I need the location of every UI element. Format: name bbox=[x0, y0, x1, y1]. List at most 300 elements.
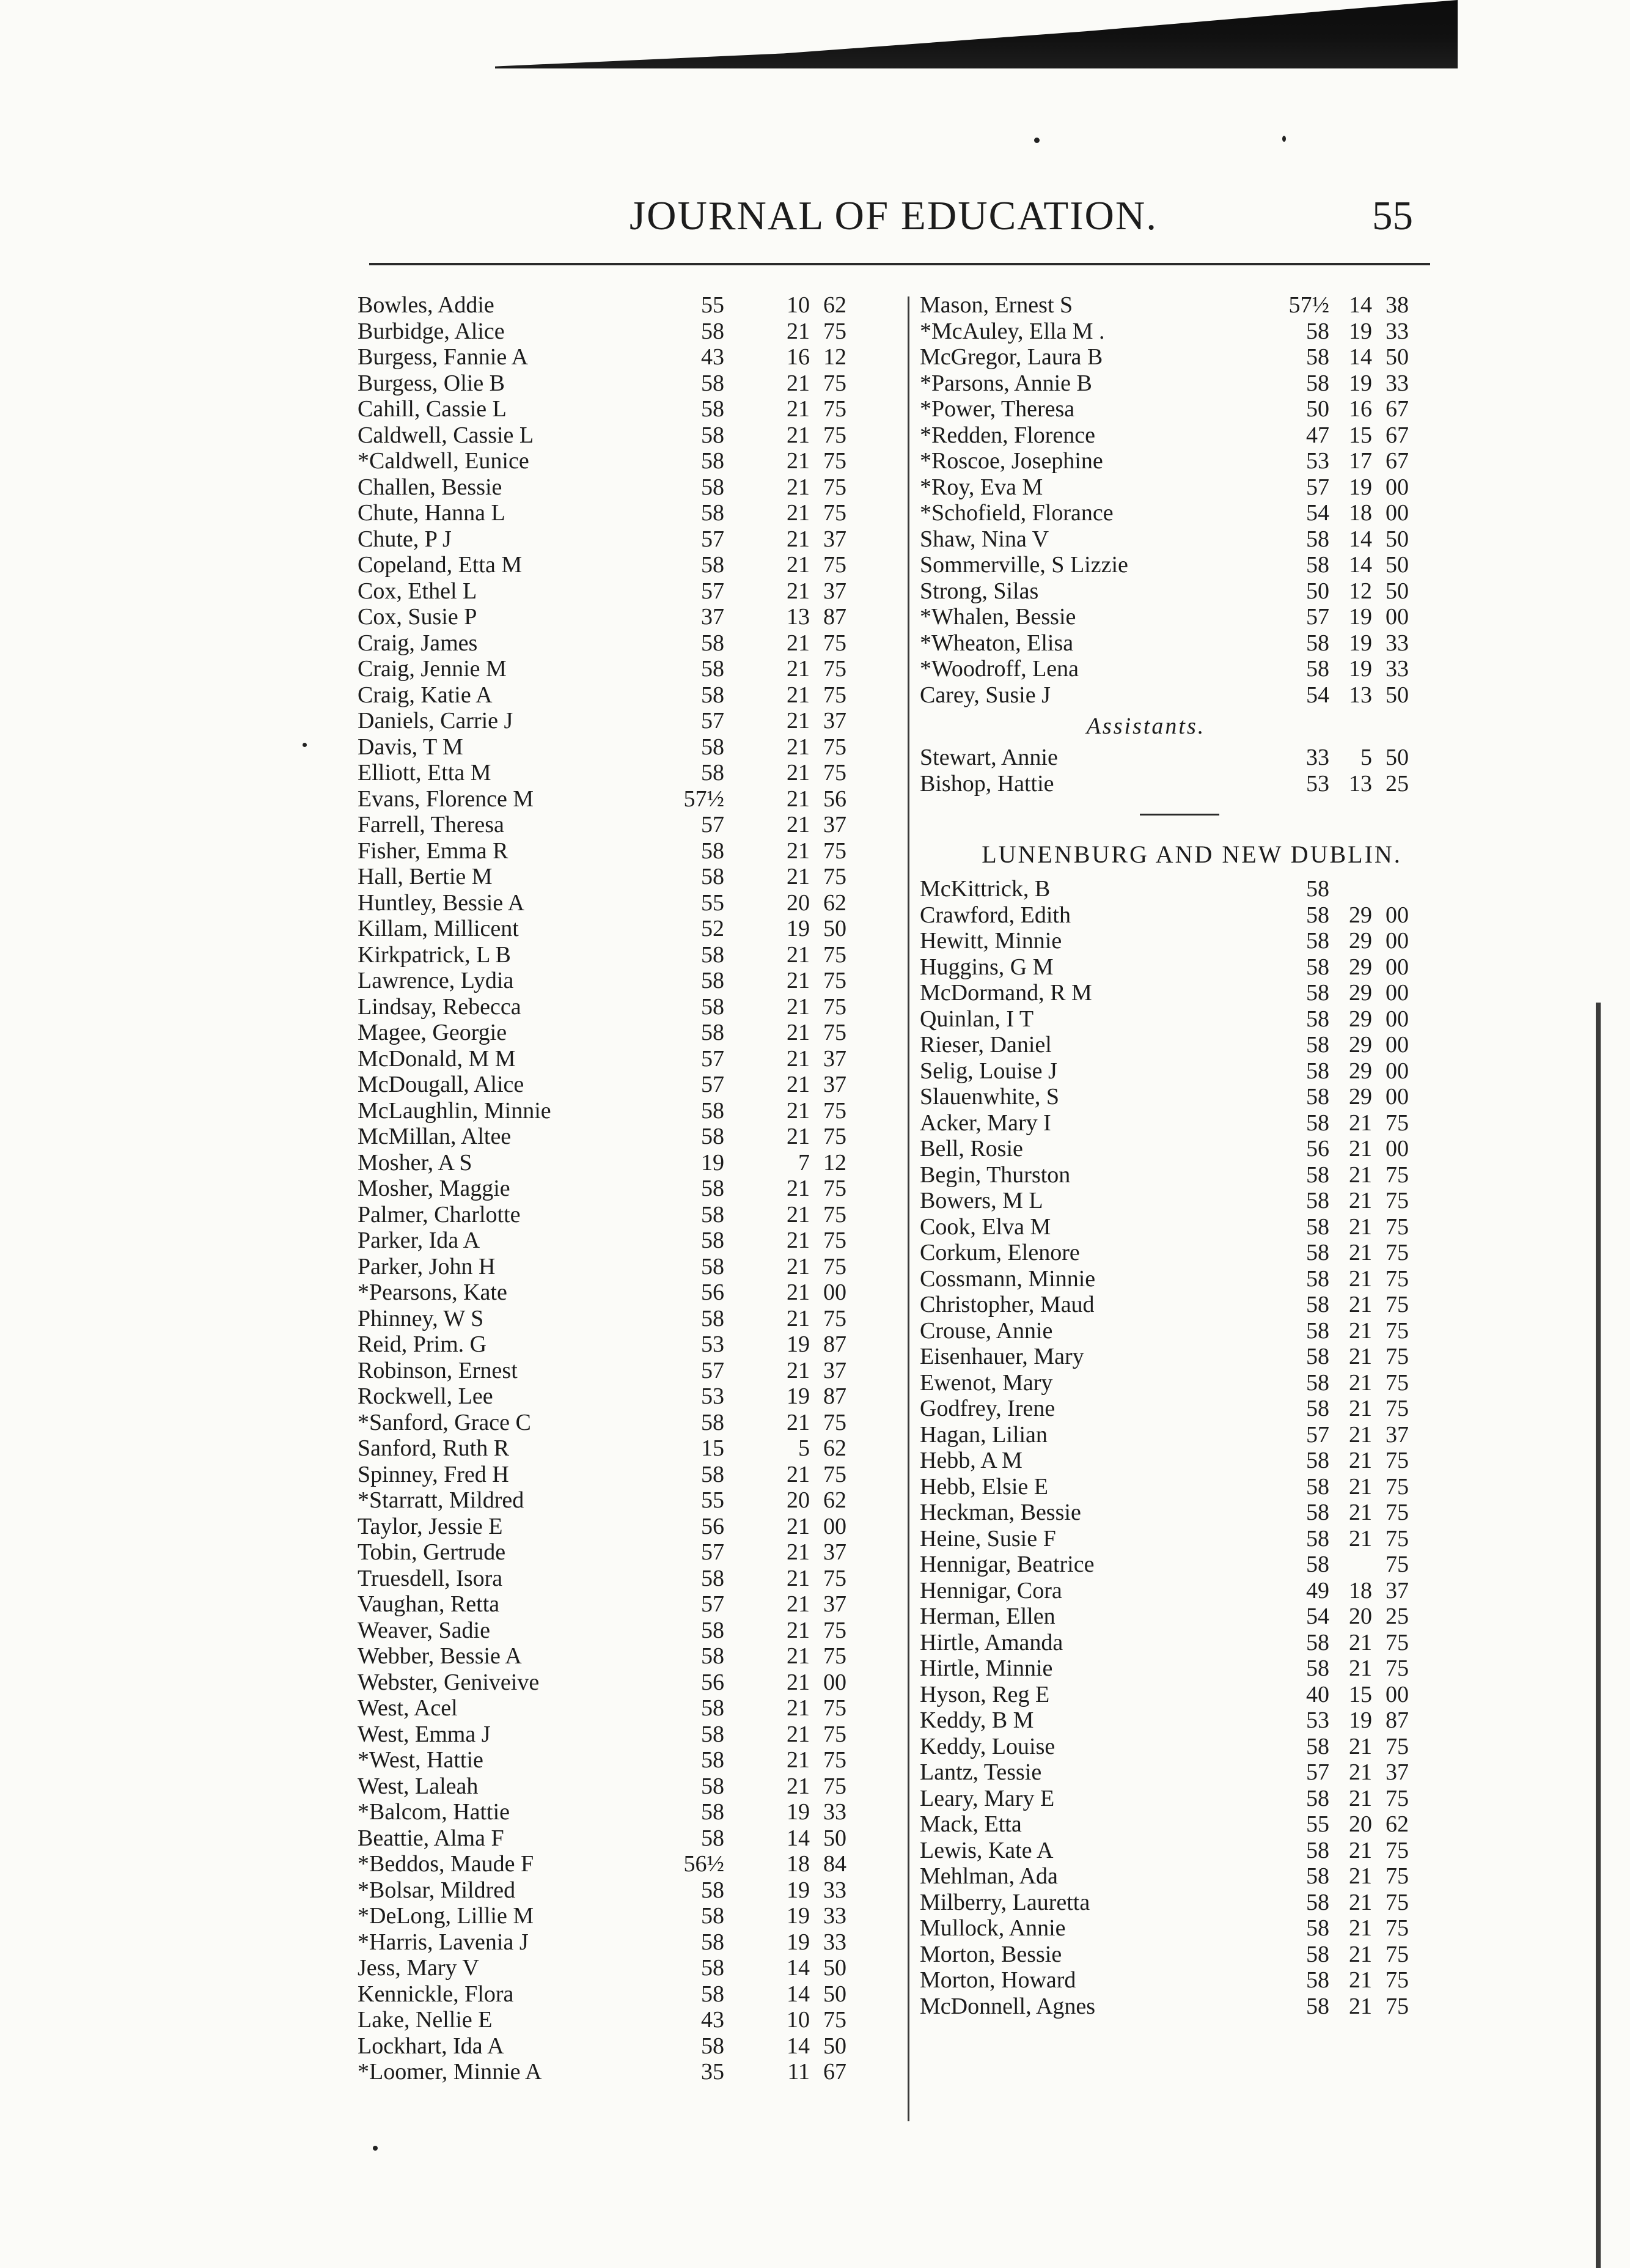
entry-cents-text: 75 bbox=[823, 838, 846, 864]
table-row bbox=[920, 1707, 1464, 1734]
table-row bbox=[358, 994, 901, 1020]
entry-attendance-text: 53 bbox=[1306, 770, 1329, 797]
entry-name bbox=[920, 1682, 1049, 1708]
entry-name-text: Hall, Bertie M bbox=[358, 864, 493, 889]
entry-attendance-text: 55 bbox=[1306, 1811, 1329, 1837]
entry-dollars-text: 21 bbox=[1349, 1213, 1372, 1240]
entry-name bbox=[358, 552, 522, 578]
entry-name bbox=[358, 1721, 491, 1748]
entry-name bbox=[920, 292, 1073, 318]
table-row bbox=[920, 396, 1464, 422]
entry-attendance-text: 58 bbox=[1306, 1317, 1329, 1344]
entry-attendance-text: 58 bbox=[1306, 370, 1329, 396]
entry-cents-text: 84 bbox=[823, 1851, 846, 1877]
entry-attendance-text: 58 bbox=[701, 1903, 724, 1929]
entry-name bbox=[920, 1344, 1084, 1370]
entry-dollars-text: 21 bbox=[1349, 1162, 1372, 1188]
table-row bbox=[920, 474, 1464, 501]
table-row bbox=[358, 1903, 901, 1929]
entry-dollars-text: 18 bbox=[1349, 500, 1372, 526]
entry-dollars-text: 21 bbox=[787, 1695, 810, 1721]
entry-attendance-text: 57 bbox=[701, 578, 724, 604]
entry-dollars-text: 21 bbox=[787, 500, 810, 526]
entry-cents-text: 50 bbox=[823, 1955, 846, 1981]
table-row bbox=[920, 1162, 1464, 1188]
entry-name-text: Copeland, Etta M bbox=[358, 552, 523, 578]
entry-name-text: Godfrey, Irene bbox=[920, 1396, 1055, 1421]
entry-name bbox=[920, 1006, 1033, 1033]
entry-name bbox=[920, 1552, 1094, 1578]
entry-cents-text: 50 bbox=[1386, 745, 1409, 770]
entry-dollars-text: 29 bbox=[1349, 1006, 1372, 1032]
entry-name bbox=[920, 1292, 1095, 1318]
entry-cents-text: 75 bbox=[1386, 1941, 1409, 1967]
entry-name bbox=[920, 745, 1058, 771]
entry-name bbox=[920, 500, 1114, 526]
entry-cents-text: 75 bbox=[823, 1253, 846, 1279]
table-row bbox=[920, 1682, 1464, 1708]
table-row bbox=[358, 760, 901, 786]
table-row bbox=[358, 1981, 901, 2008]
entry-attendance-text: 58 bbox=[1306, 1525, 1329, 1552]
entry-attendance-text: 53 bbox=[701, 1383, 724, 1409]
entry-name-text: Bell, Rosie bbox=[920, 1136, 1023, 1162]
entry-name-text: Weaver, Sadie bbox=[358, 1617, 490, 1643]
table-row bbox=[358, 1383, 901, 1410]
header-rule bbox=[369, 263, 1430, 265]
entry-name-text: McDormand, R M bbox=[920, 980, 1092, 1006]
entry-cents-text: 67 bbox=[1386, 396, 1409, 422]
entry-attendance-text: 58 bbox=[1306, 344, 1329, 370]
entry-cents-text: 56 bbox=[823, 786, 846, 812]
table-row bbox=[358, 1410, 901, 1436]
entry-name-text: Sommerville, S Lizzie bbox=[920, 552, 1128, 578]
table-row bbox=[358, 2007, 901, 2033]
table-row bbox=[920, 1344, 1464, 1370]
entry-attendance-text: 58 bbox=[701, 1176, 724, 1201]
entry-dollars-text: 13 bbox=[1349, 770, 1372, 797]
entry-name-text: Acker, Mary I bbox=[920, 1110, 1051, 1136]
table-row bbox=[358, 1955, 901, 1981]
entry-dollars-text: 14 bbox=[1349, 552, 1372, 578]
entry-attendance-text: 58 bbox=[701, 1747, 724, 1773]
entry-name bbox=[358, 1046, 516, 1072]
entry-name-text: Keddy, B M bbox=[920, 1707, 1034, 1733]
entry-name-text: Daniels, Carrie J bbox=[358, 708, 513, 734]
entry-attendance-text: 19 bbox=[701, 1149, 724, 1176]
entry-name-text: Mosher, A S bbox=[358, 1149, 472, 1176]
entry-name-text: Begin, Thurston bbox=[920, 1162, 1071, 1188]
entry-name-text: Parker, Ida A bbox=[358, 1228, 480, 1253]
entry-attendance-text: 58 bbox=[1306, 1785, 1329, 1811]
entry-attendance-text: 58 bbox=[701, 1955, 724, 1981]
entry-name-text: Hebb, Elsie E bbox=[920, 1473, 1049, 1500]
table-row bbox=[358, 734, 901, 760]
entry-dollars-text: 21 bbox=[1349, 1837, 1372, 1863]
table-row bbox=[920, 1838, 1464, 1864]
entry-attendance-text: 58 bbox=[1306, 1396, 1329, 1421]
entry-name-text: Jess, Mary V bbox=[358, 1955, 479, 1981]
entry-cents-text: 50 bbox=[1386, 578, 1409, 604]
entry-name-text: Burbidge, Alice bbox=[358, 318, 505, 344]
table-row bbox=[358, 864, 901, 890]
entry-name-text: Chute, P J bbox=[358, 526, 452, 552]
entry-name-text: West, Laleah bbox=[358, 1773, 479, 1799]
table-row bbox=[358, 708, 901, 734]
entry-attendance-text: 58 bbox=[701, 1877, 724, 1903]
entry-cents-text: 75 bbox=[823, 1201, 846, 1228]
entry-name bbox=[358, 1591, 499, 1618]
table-row bbox=[358, 1124, 901, 1150]
entry-name-text: Hennigar, Cora bbox=[920, 1577, 1062, 1603]
entry-dollars-text: 21 bbox=[1349, 1525, 1372, 1552]
section-heading: LUNENBURG AND NEW DUBLIN. bbox=[982, 841, 1402, 868]
entry-dollars-text: 29 bbox=[1349, 1058, 1372, 1084]
table-row bbox=[358, 1539, 901, 1566]
entry-attendance-text: 58 bbox=[1306, 1084, 1329, 1110]
table-row bbox=[358, 2059, 901, 2085]
entry-attendance-text: 57 bbox=[1306, 474, 1329, 500]
entry-name bbox=[920, 1422, 1048, 1448]
entry-dollars-text: 21 bbox=[787, 1072, 810, 1097]
lunenburg-list bbox=[920, 876, 1464, 2019]
entry-cents-text: 33 bbox=[823, 1903, 846, 1929]
entry-attendance-text: 58 bbox=[701, 1020, 724, 1045]
entry-name bbox=[920, 604, 1076, 630]
entry-name-text: Mehlman, Ada bbox=[920, 1863, 1058, 1889]
entry-name bbox=[920, 656, 1079, 682]
table-row bbox=[920, 1915, 1464, 1942]
table-row bbox=[358, 1591, 901, 1618]
entry-dollars-text: 21 bbox=[787, 1020, 810, 1045]
entry-cents-text: 33 bbox=[823, 1929, 846, 1955]
entry-dollars-text: 20 bbox=[787, 889, 810, 916]
table-row bbox=[358, 1721, 901, 1748]
entry-name-text: *Beddos, Maude F bbox=[358, 1851, 534, 1877]
entry-cents-text: 75 bbox=[1386, 1292, 1409, 1317]
entry-cents-text: 75 bbox=[823, 864, 846, 889]
entry-name bbox=[920, 1967, 1076, 1994]
entry-dollars-text: 19 bbox=[787, 1331, 810, 1357]
entry-dollars-text: 21 bbox=[1349, 1448, 1372, 1473]
entry-name bbox=[358, 1306, 483, 1332]
entry-name bbox=[358, 1435, 509, 1462]
entry-name-text: Keddy, Louise bbox=[920, 1733, 1055, 1759]
entry-cents-text: 33 bbox=[823, 1799, 846, 1825]
entry-dollars-text: 21 bbox=[787, 1357, 810, 1383]
entry-name-text: Shaw, Nina V bbox=[920, 526, 1049, 552]
entry-name-text: Cox, Ethel L bbox=[358, 578, 477, 604]
entry-attendance-text: 58 bbox=[701, 2033, 724, 2059]
entry-cents-text: 75 bbox=[823, 1747, 846, 1773]
entry-cents-text: 75 bbox=[1386, 1655, 1409, 1681]
entry-dollars-text: 21 bbox=[1349, 1889, 1372, 1915]
entry-cents-text: 75 bbox=[823, 968, 846, 993]
entry-dollars-text: 21 bbox=[787, 1305, 810, 1331]
entry-cents-text: 50 bbox=[823, 916, 846, 941]
entry-dollars-text: 21 bbox=[787, 682, 810, 708]
entry-attendance-text: 58 bbox=[1306, 1369, 1329, 1396]
entry-dollars-text: 19 bbox=[1349, 656, 1372, 682]
table-row bbox=[920, 1786, 1464, 1812]
entry-attendance-text: 56 bbox=[701, 1669, 724, 1695]
entry-cents-text: 75 bbox=[823, 474, 846, 500]
entry-attendance-text: 58 bbox=[1306, 1344, 1329, 1369]
entry-dollars-text: 21 bbox=[787, 993, 810, 1020]
entry-dollars-text: 19 bbox=[1349, 604, 1372, 630]
entry-name bbox=[920, 1863, 1058, 1890]
entry-cents-text: 00 bbox=[823, 1669, 846, 1695]
entry-attendance-text: 58 bbox=[1306, 1967, 1329, 1993]
entry-dollars-text: 21 bbox=[787, 370, 810, 396]
entry-name-text: McGregor, Laura B bbox=[920, 344, 1103, 370]
entry-cents-text: 00 bbox=[1386, 1084, 1409, 1110]
entry-name-text: Davis, T M bbox=[358, 734, 463, 760]
entry-name bbox=[920, 1526, 1056, 1552]
entry-cents-text: 75 bbox=[1386, 1552, 1409, 1577]
entry-attendance-text: 58 bbox=[1306, 1941, 1329, 1967]
entry-name bbox=[358, 448, 529, 474]
entry-cents-text: 75 bbox=[823, 993, 846, 1020]
entry-cents-text: 75 bbox=[823, 1409, 846, 1435]
table-row bbox=[358, 552, 901, 578]
entry-name-text: Spinney, Fred H bbox=[358, 1461, 509, 1487]
entry-dollars-text: 21 bbox=[1349, 1344, 1372, 1369]
entry-attendance-text: 57 bbox=[1306, 604, 1329, 630]
table-row bbox=[358, 1851, 901, 1877]
entry-attendance-text: 58 bbox=[1306, 1292, 1329, 1317]
entry-name-text: Mosher, Maggie bbox=[358, 1176, 510, 1201]
entry-attendance-text: 57½ bbox=[683, 786, 724, 812]
entry-dollars-text: 21 bbox=[787, 656, 810, 682]
entry-name bbox=[358, 916, 519, 942]
entry-cents-text: 75 bbox=[823, 682, 846, 708]
entry-cents-text: 00 bbox=[1386, 1006, 1409, 1032]
entry-name bbox=[358, 422, 534, 449]
entry-dollars-text: 21 bbox=[787, 1409, 810, 1435]
entry-attendance-text: 52 bbox=[701, 916, 724, 941]
entry-name bbox=[920, 980, 1092, 1006]
table-row bbox=[358, 916, 901, 942]
entry-attendance-text: 58 bbox=[701, 1643, 724, 1669]
entry-attendance-text: 49 bbox=[1306, 1577, 1329, 1603]
entry-name-text: Corkum, Elenore bbox=[920, 1240, 1080, 1265]
entry-cents-text: 75 bbox=[1386, 1733, 1409, 1759]
entry-attendance-text: 58 bbox=[1306, 1265, 1329, 1292]
entry-name bbox=[358, 1331, 486, 1358]
entry-name bbox=[358, 1695, 458, 1721]
entry-name bbox=[920, 1084, 1059, 1110]
entry-attendance-text: 57 bbox=[701, 526, 724, 552]
entry-attendance-text: 56 bbox=[701, 1279, 724, 1305]
journal-title: JOURNAL OF EDUCATION. bbox=[630, 193, 1158, 238]
entry-name-text: Rockwell, Lee bbox=[358, 1383, 493, 1409]
entry-dollars-text: 21 bbox=[1349, 1629, 1372, 1655]
entry-dollars-text: 21 bbox=[787, 474, 810, 500]
table-row bbox=[920, 1603, 1464, 1630]
page-header bbox=[0, 193, 1630, 248]
table-row bbox=[920, 954, 1464, 981]
table-row bbox=[920, 771, 1464, 797]
entry-cents-text: 75 bbox=[823, 448, 846, 474]
entry-name bbox=[920, 474, 1043, 501]
table-row bbox=[920, 1474, 1464, 1500]
entry-name bbox=[920, 1994, 1095, 2020]
entry-cents-text: 00 bbox=[1386, 1058, 1409, 1084]
table-row bbox=[920, 1240, 1464, 1266]
entry-name bbox=[920, 1110, 1051, 1136]
entry-cents-text: 00 bbox=[823, 1279, 846, 1305]
table-row bbox=[358, 1254, 901, 1280]
table-row bbox=[358, 1435, 901, 1462]
entry-attendance-text: 58 bbox=[701, 1773, 724, 1799]
entry-dollars-text: 21 bbox=[1349, 1136, 1372, 1162]
entry-attendance-text: 58 bbox=[701, 1201, 724, 1228]
entry-attendance-text: 58 bbox=[701, 370, 724, 396]
entry-name bbox=[920, 344, 1103, 370]
entry-name bbox=[358, 1410, 531, 1436]
table-row bbox=[358, 1799, 901, 1825]
entry-cents-text: 33 bbox=[1386, 318, 1409, 344]
entry-name-text: Lockhart, Ida A bbox=[358, 2033, 504, 2059]
entry-name-text: Cossmann, Minnie bbox=[920, 1265, 1096, 1292]
entry-attendance-text: 58 bbox=[1306, 656, 1329, 682]
entry-cents-text: 75 bbox=[823, 656, 846, 682]
entry-dollars-text: 14 bbox=[1349, 292, 1372, 318]
table-row bbox=[358, 838, 901, 864]
entry-attendance-text: 58 bbox=[701, 864, 724, 889]
entry-name bbox=[358, 1877, 515, 1904]
table-row bbox=[358, 1072, 901, 1098]
entry-cents-text: 75 bbox=[823, 422, 846, 448]
entry-cents-text: 33 bbox=[1386, 630, 1409, 656]
table-row bbox=[920, 1266, 1464, 1292]
entry-dollars-text: 20 bbox=[787, 1487, 810, 1513]
entry-name bbox=[358, 578, 477, 605]
entry-cents-text: 75 bbox=[823, 760, 846, 786]
table-row bbox=[358, 1046, 901, 1072]
entry-name bbox=[920, 1630, 1063, 1656]
entry-dollars-text: 21 bbox=[787, 864, 810, 889]
table-row bbox=[920, 292, 1464, 318]
column-divider bbox=[908, 296, 909, 2121]
entry-name bbox=[358, 1643, 522, 1670]
entry-name bbox=[358, 1981, 513, 2008]
entry-name bbox=[358, 942, 511, 968]
entry-attendance-text: 57 bbox=[1306, 1759, 1329, 1785]
entry-cents-text: 75 bbox=[823, 318, 846, 344]
entry-name-text: *Roscoe, Josephine bbox=[920, 448, 1103, 474]
entry-cents-text: 50 bbox=[1386, 552, 1409, 578]
entry-dollars-text: 21 bbox=[787, 1643, 810, 1669]
entry-name bbox=[920, 1318, 1052, 1344]
entry-cents-text: 75 bbox=[823, 370, 846, 396]
entry-cents-text: 37 bbox=[823, 708, 846, 734]
entry-attendance-text: 58 bbox=[1306, 1162, 1329, 1188]
entry-name bbox=[358, 318, 505, 345]
entry-dollars-text: 21 bbox=[787, 448, 810, 474]
entry-name-text: McDonnell, Agnes bbox=[920, 1993, 1096, 2019]
entry-name bbox=[358, 396, 507, 422]
entry-name-text: Hennigar, Beatrice bbox=[920, 1552, 1095, 1577]
entry-name bbox=[920, 928, 1062, 954]
entry-dollars-text: 21 bbox=[787, 396, 810, 422]
entry-dollars-text: 13 bbox=[1349, 682, 1372, 708]
entry-cents-text: 75 bbox=[823, 2007, 846, 2033]
table-row bbox=[920, 1552, 1464, 1578]
entry-dollars-text: 21 bbox=[787, 1513, 810, 1539]
entry-name-text: Magee, Georgie bbox=[358, 1020, 507, 1045]
entry-cents-text: 12 bbox=[823, 344, 846, 370]
entry-name bbox=[358, 968, 513, 994]
entry-dollars-text: 5 bbox=[798, 1435, 810, 1461]
table-row bbox=[920, 1500, 1464, 1526]
entry-name bbox=[358, 1514, 502, 1540]
entry-cents-text: 75 bbox=[1386, 1837, 1409, 1863]
table-row bbox=[358, 396, 901, 422]
entry-dollars-text: 21 bbox=[1349, 1993, 1372, 2019]
entry-attendance-text: 58 bbox=[1306, 1448, 1329, 1473]
entry-cents-text: 00 bbox=[823, 1513, 846, 1539]
entry-dollars-text: 21 bbox=[787, 968, 810, 993]
table-row bbox=[920, 1188, 1464, 1214]
entry-dollars-text: 19 bbox=[1349, 318, 1372, 344]
table-row bbox=[358, 1773, 901, 1800]
entry-attendance-text: 58 bbox=[701, 1461, 724, 1487]
entry-name bbox=[920, 1915, 1066, 1942]
entry-name bbox=[358, 1358, 518, 1384]
table-row bbox=[920, 1084, 1464, 1110]
entry-attendance-text: 55 bbox=[701, 1487, 724, 1513]
entry-cents-text: 00 bbox=[1386, 500, 1409, 526]
table-row bbox=[358, 1279, 901, 1306]
speck bbox=[1282, 136, 1286, 142]
table-row bbox=[920, 1578, 1464, 1604]
entry-name-text: *Loomer, Minnie A bbox=[358, 2059, 542, 2085]
table-row bbox=[358, 682, 901, 709]
speck bbox=[373, 2146, 378, 2151]
entry-name-text: Milberry, Lauretta bbox=[920, 1889, 1090, 1915]
entry-name-text: Huntley, Bessie A bbox=[358, 889, 525, 916]
entry-dollars-text: 21 bbox=[787, 1747, 810, 1773]
entry-name bbox=[920, 1578, 1062, 1604]
entry-dollars-text: 21 bbox=[787, 1721, 810, 1747]
entry-name bbox=[920, 1890, 1090, 1916]
entry-attendance-text: 56 bbox=[1306, 1136, 1329, 1162]
table-row bbox=[920, 876, 1464, 902]
entry-attendance-text: 58 bbox=[1306, 1915, 1329, 1941]
entry-cents-text: 75 bbox=[1386, 1785, 1409, 1811]
entry-name-text: *Parsons, Annie B bbox=[920, 370, 1092, 396]
entry-cents-text: 62 bbox=[823, 1487, 846, 1513]
entry-name bbox=[358, 760, 491, 786]
entry-name-text: *Harris, Lavenia J bbox=[358, 1929, 529, 1955]
entry-attendance-text: 43 bbox=[701, 344, 724, 370]
entry-attendance-text: 43 bbox=[701, 2007, 724, 2033]
entry-dollars-text: 19 bbox=[787, 1383, 810, 1409]
table-row bbox=[358, 1331, 901, 1358]
entry-attendance-text: 58 bbox=[701, 1929, 724, 1955]
entry-cents-text: 50 bbox=[823, 1981, 846, 2007]
table-row bbox=[920, 1526, 1464, 1552]
entry-name bbox=[920, 1370, 1052, 1396]
entry-dollars-text: 29 bbox=[1349, 928, 1372, 954]
entry-name-text: Crouse, Annie bbox=[920, 1317, 1053, 1344]
table-row bbox=[358, 656, 901, 682]
entry-name-text: *Sanford, Grace C bbox=[358, 1409, 531, 1435]
entry-attendance-text: 54 bbox=[1306, 500, 1329, 526]
entry-attendance-text: 58 bbox=[701, 968, 724, 993]
